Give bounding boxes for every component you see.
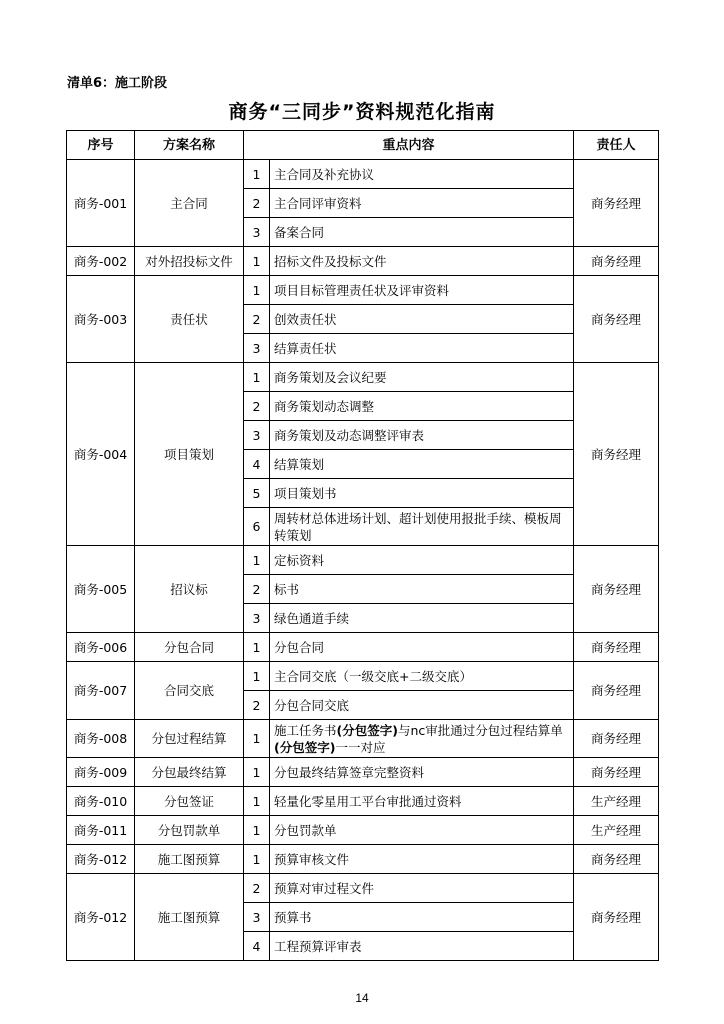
cell-item-number: 3 <box>244 334 270 363</box>
cell-owner: 生产经理 <box>574 787 659 816</box>
cell-plan: 主合同 <box>135 160 244 247</box>
cell-seq: 商务-012 <box>67 845 135 874</box>
cell-owner: 商务经理 <box>574 633 659 662</box>
content-text: 与nc审批通过分包过程结算单 <box>397 722 563 738</box>
cell-item-content: 主合同交底（一级交底+二级交底） <box>270 662 574 691</box>
cell-item-number: 1 <box>244 247 270 276</box>
cell-item-content: 结算策划 <box>270 450 574 479</box>
cell-owner: 商务经理 <box>574 720 659 758</box>
cell-seq: 商务-003 <box>67 276 135 363</box>
guide-table <box>66 130 659 961</box>
content-emphasis: (分包签字) <box>274 739 336 755</box>
cell-item-number: 1 <box>244 758 270 787</box>
cell-seq: 商务-002 <box>67 247 135 276</box>
cell-owner: 商务经理 <box>574 845 659 874</box>
table-row <box>67 874 659 903</box>
header-plan: 方案名称 <box>135 131 244 160</box>
cell-owner: 商务经理 <box>574 758 659 787</box>
cell-item-number: 6 <box>244 508 270 546</box>
cell-item-content: 招标文件及投标文件 <box>270 247 574 276</box>
header-seq: 序号 <box>67 131 135 160</box>
cell-item-number: 1 <box>244 845 270 874</box>
cell-item-number: 3 <box>244 903 270 932</box>
cell-item-number: 5 <box>244 479 270 508</box>
section-label: 清单6：施工阶段 <box>67 76 168 91</box>
cell-item-number: 4 <box>244 932 270 961</box>
table-row <box>67 720 659 758</box>
cell-seq: 商务-007 <box>67 662 135 720</box>
table-row <box>67 363 659 392</box>
content-text: 一一对应 <box>335 739 386 755</box>
cell-plan: 施工图预算 <box>135 845 244 874</box>
cell-item-number: 2 <box>244 874 270 903</box>
cell-item-content: 标书 <box>270 575 574 604</box>
cell-plan: 责任状 <box>135 276 244 363</box>
cell-item-content: 商务策划及动态调整评审表 <box>270 421 574 450</box>
cell-owner: 商务经理 <box>574 546 659 633</box>
cell-item-number: 2 <box>244 691 270 720</box>
cell-item-content: 周转材总体进场计划、超计划使用报批手续、模板周转策划 <box>270 508 574 546</box>
cell-item-number: 3 <box>244 604 270 633</box>
table-row <box>67 160 659 189</box>
cell-owner: 商务经理 <box>574 247 659 276</box>
cell-item-number: 1 <box>244 633 270 662</box>
cell-seq: 商务-008 <box>67 720 135 758</box>
table-row <box>67 633 659 662</box>
cell-item-content: 预算对审过程文件 <box>270 874 574 903</box>
cell-item-content: 备案合同 <box>270 218 574 247</box>
cell-seq: 商务-010 <box>67 787 135 816</box>
cell-item-number: 3 <box>244 218 270 247</box>
cell-item-content: 商务策划及会议纪要 <box>270 363 574 392</box>
table-body <box>67 160 659 961</box>
cell-item-number: 1 <box>244 816 270 845</box>
cell-item-number: 1 <box>244 662 270 691</box>
table-row <box>67 276 659 305</box>
cell-item-content: 分包罚款单 <box>270 816 574 845</box>
table-header-row <box>67 131 659 160</box>
table-row <box>67 247 659 276</box>
cell-owner: 商务经理 <box>574 276 659 363</box>
cell-item-content: 定标资料 <box>270 546 574 575</box>
document-title: 商务“三同步”资料规范化指南 <box>228 101 496 123</box>
cell-owner: 生产经理 <box>574 816 659 845</box>
cell-item-content: 结算责任状 <box>270 334 574 363</box>
cell-item-content: 分包合同 <box>270 633 574 662</box>
cell-seq: 商务-012 <box>67 874 135 961</box>
cell-plan: 合同交底 <box>135 662 244 720</box>
cell-item-number: 1 <box>244 720 270 758</box>
cell-item-number: 1 <box>244 160 270 189</box>
cell-item-content: 创效责任状 <box>270 305 574 334</box>
cell-item-number: 1 <box>244 787 270 816</box>
cell-seq: 商务-005 <box>67 546 135 633</box>
page-number: 14 <box>355 991 369 1005</box>
table-row <box>67 816 659 845</box>
cell-plan: 分包罚款单 <box>135 816 244 845</box>
cell-item-number: 2 <box>244 189 270 218</box>
cell-item-content: 项目策划书 <box>270 479 574 508</box>
cell-item-number: 2 <box>244 575 270 604</box>
cell-item-content: 工程预算评审表 <box>270 932 574 961</box>
header-content: 重点内容 <box>244 131 574 160</box>
cell-seq: 商务-006 <box>67 633 135 662</box>
cell-seq: 商务-009 <box>67 758 135 787</box>
cell-item-number: 1 <box>244 546 270 575</box>
cell-item-number: 4 <box>244 450 270 479</box>
table-row <box>67 787 659 816</box>
cell-item-content: 预算审核文件 <box>270 845 574 874</box>
cell-item-content: 主合同及补充协议 <box>270 160 574 189</box>
table-row <box>67 845 659 874</box>
cell-plan: 分包最终结算 <box>135 758 244 787</box>
cell-item-content: 分包最终结算签章完整资料 <box>270 758 574 787</box>
cell-plan: 项目策划 <box>135 363 244 546</box>
table-row <box>67 662 659 691</box>
cell-owner: 商务经理 <box>574 662 659 720</box>
cell-owner: 商务经理 <box>574 160 659 247</box>
cell-item-content: 项目目标管理责任状及评审资料 <box>270 276 574 305</box>
cell-owner: 商务经理 <box>574 874 659 961</box>
cell-item-content: 预算书 <box>270 903 574 932</box>
cell-item-number: 1 <box>244 363 270 392</box>
content-text: 施工任务书 <box>274 722 337 738</box>
cell-seq: 商务-001 <box>67 160 135 247</box>
cell-plan: 施工图预算 <box>135 874 244 961</box>
cell-plan: 分包签证 <box>135 787 244 816</box>
cell-item-number: 1 <box>244 276 270 305</box>
cell-plan: 分包合同 <box>135 633 244 662</box>
cell-item-content: 分包合同交底 <box>270 691 574 720</box>
cell-item-content: 商务策划动态调整 <box>270 392 574 421</box>
header-owner: 责任人 <box>574 131 659 160</box>
cell-plan: 招议标 <box>135 546 244 633</box>
content-emphasis: (分包签字) <box>336 722 398 738</box>
cell-item-number: 2 <box>244 392 270 421</box>
cell-plan: 对外招投标文件 <box>135 247 244 276</box>
cell-seq: 商务-011 <box>67 816 135 845</box>
cell-owner: 商务经理 <box>574 363 659 546</box>
cell-seq: 商务-004 <box>67 363 135 546</box>
table-row <box>67 758 659 787</box>
cell-item-number: 2 <box>244 305 270 334</box>
cell-item-content: 轻量化零星用工平台审批通过资料 <box>270 787 574 816</box>
cell-item-content: 主合同评审资料 <box>270 189 574 218</box>
table-row <box>67 546 659 575</box>
cell-plan: 分包过程结算 <box>135 720 244 758</box>
cell-item-content <box>270 720 574 758</box>
cell-item-content: 绿色通道手续 <box>270 604 574 633</box>
cell-item-number: 3 <box>244 421 270 450</box>
